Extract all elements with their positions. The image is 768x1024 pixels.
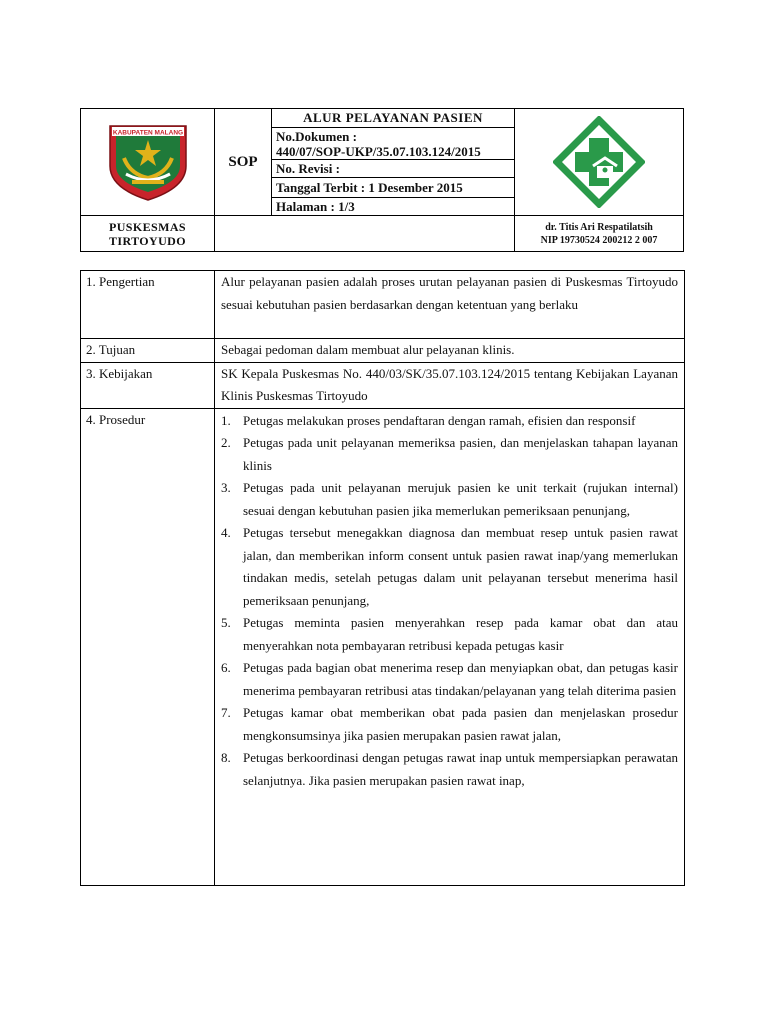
org-name-line1: PUSKESMAS	[109, 219, 186, 234]
list-item	[221, 747, 678, 792]
org-name-line2: TIRTOYUDO	[109, 233, 186, 248]
list-item	[221, 702, 678, 747]
section-label-tujuan: 2. Tujuan	[81, 339, 215, 363]
procedure-step-number: 5.	[221, 615, 231, 630]
procedure-step-text: Petugas tersebut menegakkan diagnosa dan membuat resep untuk pasien rawat jalan, dan memberikan inform consent untuk pasien rawat inap/yang memerlukan tindakan medis, setelah petugas dalam unit pelayanan tersebut menerima hasil pemeriksaan penunjang,	[243, 525, 678, 608]
org-name	[81, 216, 215, 252]
procedure-step-number: 6.	[221, 660, 231, 675]
list-item	[221, 612, 678, 657]
procedure-step-text: Petugas kamar obat memberikan obat pada pasien dan menjelaskan prosedur mengkonsumsinya jika pasien merupakan pasien rawat jalan,	[243, 705, 678, 743]
section-text-pengertian: Alur pelayanan pasien adalah proses urutan pelayanan pasien di Puskesmas Tirtoyudo sesuai kebutuhan pasien berdasarkan dengan ketentuan yang berlaku	[215, 271, 685, 339]
procedure-step-number: 4.	[221, 525, 231, 540]
procedure-list	[215, 408, 685, 886]
procedure-step-text: Petugas pada unit pelayanan memeriksa pasien, dan menjelaskan tahapan layanan klinis	[243, 435, 678, 473]
list-item	[221, 410, 678, 433]
puskesmas-cross-icon	[515, 116, 683, 208]
procedure-step-text: Petugas pada bagian obat menerima resep dan menyiapkan obat, dan petugas kasir menerima pembayaran retribusi atas tindakan/pelayanan yang telah diterima pasien	[243, 660, 678, 698]
procedure-step-number: 2.	[221, 435, 231, 450]
no-dokumen	[272, 128, 515, 160]
section-text-tujuan: Sebagai pedoman dalam membuat alur pelayanan klinis.	[215, 339, 685, 363]
section-label-kebijakan: 3. Kebijakan	[81, 362, 215, 408]
procedure-step-number: 1.	[221, 412, 231, 428]
doc-type: SOP	[215, 109, 272, 216]
list-item	[221, 477, 678, 522]
no-dokumen-value: 440/07/SOP-UKP/35.07.103.124/2015	[276, 143, 481, 159]
sop-header-table	[80, 108, 684, 252]
blank-cell	[215, 216, 515, 252]
procedure-step-text: Petugas melakukan proses pendaftaran dengan ramah, efisien dan responsif	[243, 412, 636, 428]
procedure-step-text: Petugas pada unit pelayanan merujuk pasien ke unit terkait (rujukan internal) sesuai dengan kebutuhan pasien jika memerlukan pemeriksaan penunjang,	[243, 480, 678, 518]
list-item	[221, 522, 678, 612]
regency-emblem	[81, 122, 214, 202]
procedure-step-number: 8.	[221, 750, 231, 765]
regency-emblem-cell	[81, 109, 215, 216]
no-dokumen-label: No.Dokumen :	[276, 128, 357, 144]
section-label-prosedur: 4. Prosedur	[81, 408, 215, 886]
list-item	[221, 432, 678, 477]
signer-name: dr. Titis Ari Respatilatsih	[545, 221, 653, 233]
signature-block	[515, 216, 684, 252]
procedure-step-number: 3.	[221, 480, 231, 495]
section-text-kebijakan: SK Kepala Puskesmas No. 440/03/SK/35.07.103.124/2015 tentang Kebijakan Layanan Klinis Puskesmas Tirtoyudo	[215, 362, 685, 408]
list-item	[221, 657, 678, 702]
procedure-step-text: Petugas meminta pasien menyerahkan resep pada kamar obat dan atau menyerahkan nota pembayaran retribusi kepada petugas kasir	[243, 615, 678, 653]
no-revisi: No. Revisi :	[272, 160, 515, 178]
emblem-banner-text: KABUPATEN MALANG	[112, 129, 183, 137]
tanggal-terbit: Tanggal Terbit : 1 Desember 2015	[272, 178, 515, 198]
doc-title: ALUR PELAYANAN PASIEN	[272, 109, 515, 128]
procedure-step-number: 7.	[221, 705, 231, 720]
halaman: Halaman : 1/3	[272, 198, 515, 216]
section-label-pengertian: 1. Pengertian	[81, 271, 215, 339]
puskesmas-logo-cell	[515, 109, 684, 216]
procedure-step-text: Petugas berkoordinasi dengan petugas rawat inap untuk mempersiapkan perawatan selanjutnya. Jika pasien merupakan pasien rawat inap,	[243, 750, 678, 788]
signer-nip: NIP 19730524 200212 2 007	[540, 234, 658, 246]
sop-content-table	[80, 270, 685, 886]
